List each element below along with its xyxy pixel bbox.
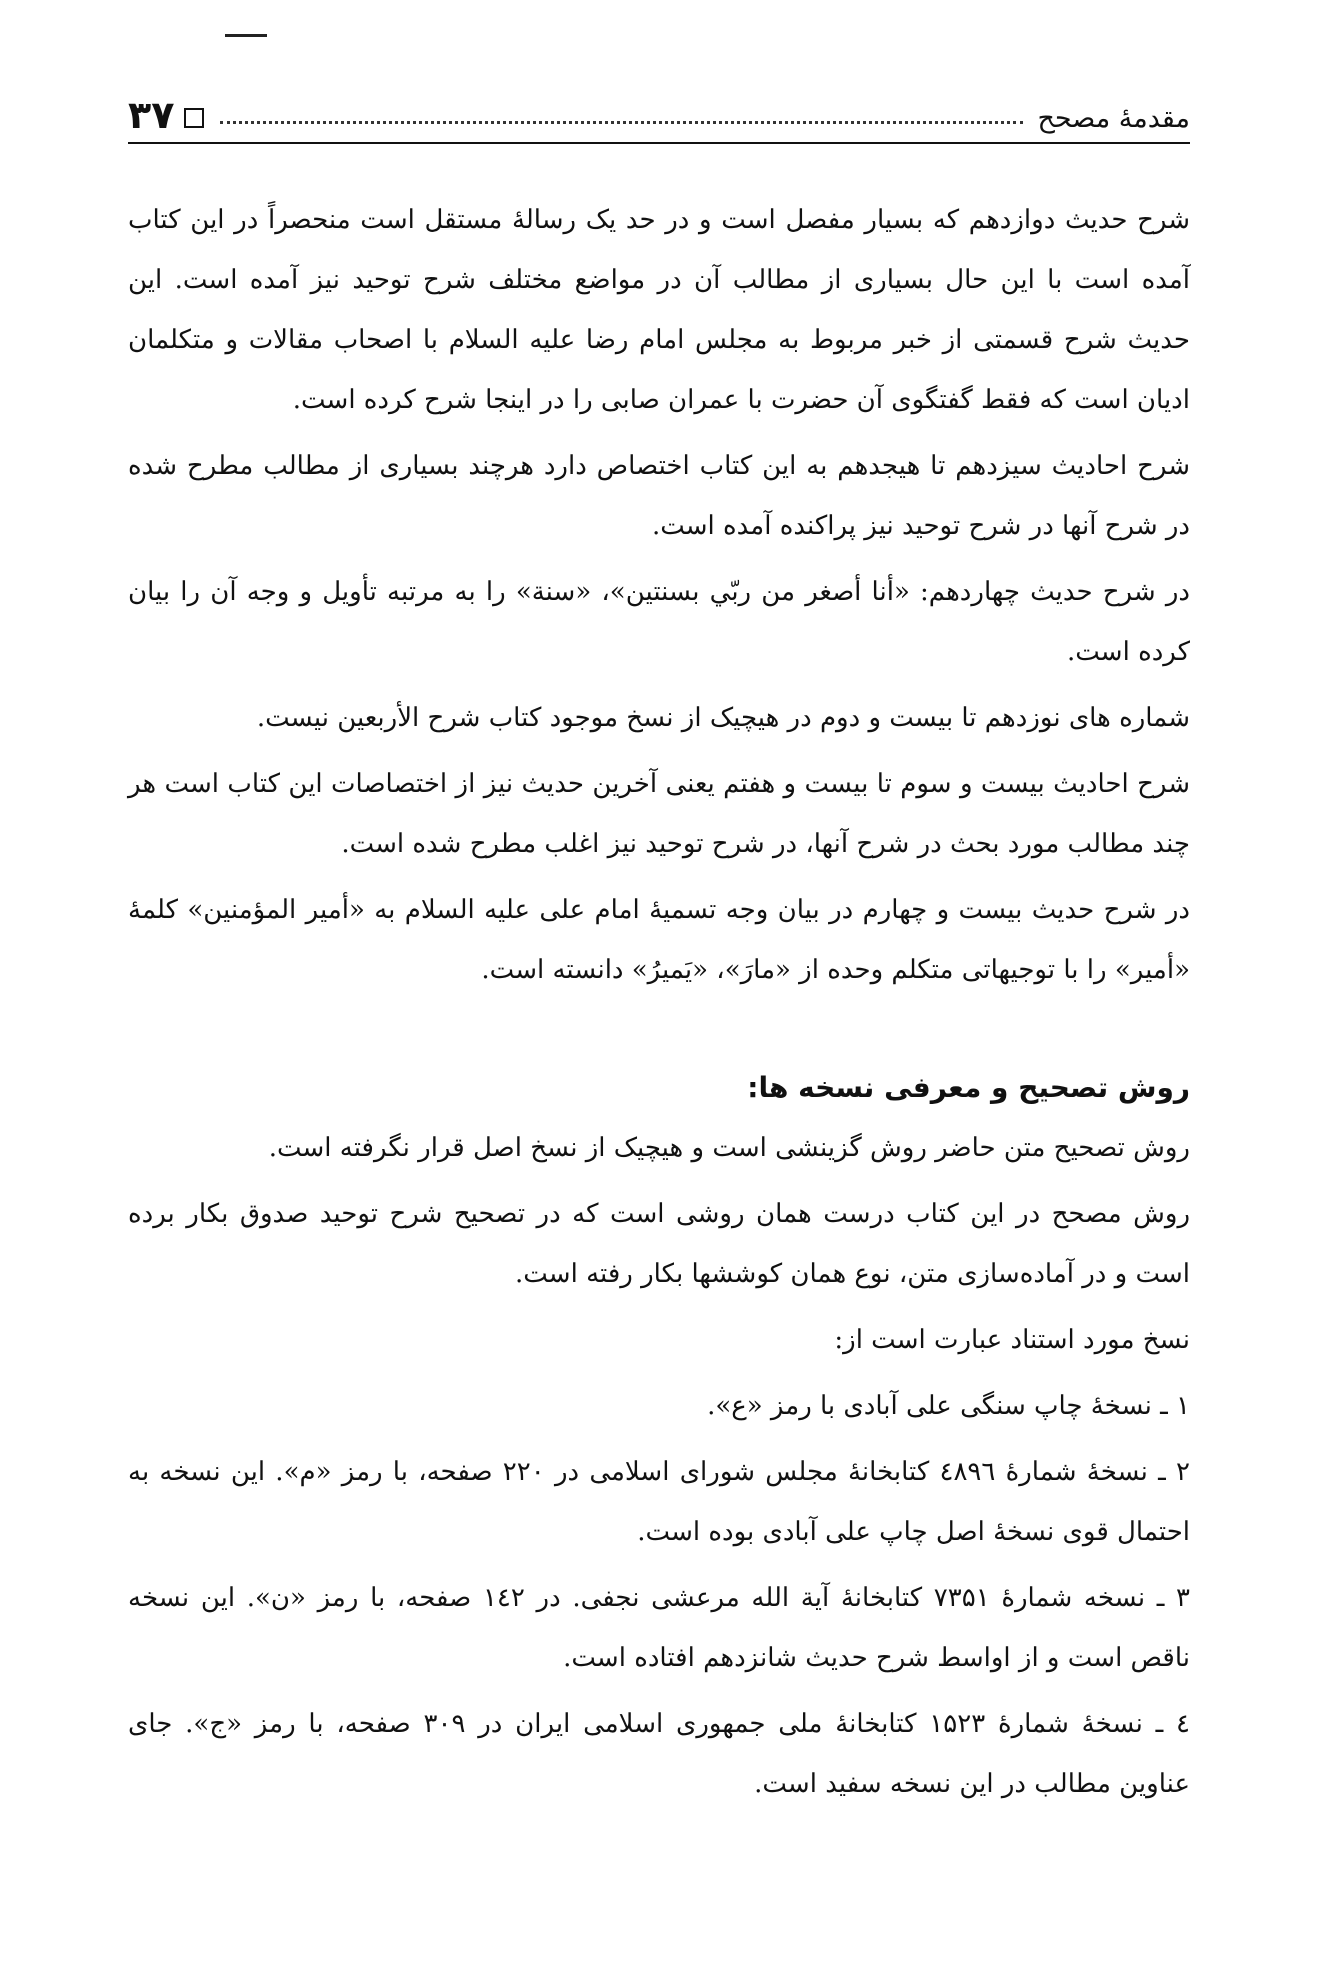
page-body — [128, 190, 1190, 1820]
paragraph: شرح احادیث بیست و سوم تا بیست و هفتم یعنی آخرین حدیث نیز از اختصاصات این کتاب است هر چند مطالب مورد بحث در شرح آنها، در شرح توحید نیز اغلب مطرح شده است. — [128, 769, 1190, 859]
list-item: ٤ ـ نسخهٔ شمارهٔ ۱۵۲۳ کتابخانهٔ ملی جمهوری اسلامی ایران در ۳۰۹ صفحه، با رمز «ج». جای عناوین مطالب در این نسخه سفید است. — [128, 1709, 1190, 1799]
paragraph: در شرح حدیث چهاردهم: «أنا أصغر من ربّي بسنتين»، «سنة» را به مرتبه تأویل و وجه آن را بیان کرده است. — [128, 577, 1190, 667]
paragraph: نسخ مورد استناد عبارت است از: — [834, 1325, 1190, 1355]
header-title: مقدمهٔ مصحح — [1037, 103, 1190, 134]
paragraph: شرح احادیث سیزدهم تا هیجدهم به این کتاب اختصاص دارد هرچند بسیاری از مطالب مطرح شده در شرح آنها در شرح توحید نیز پراکنده آمده است. — [128, 451, 1190, 541]
header-dot-leader — [220, 120, 1023, 124]
page-header — [128, 82, 1190, 144]
top-rule-mark — [225, 34, 267, 37]
list-item: ۱ ـ نسخهٔ چاپ سنگی علی آبادی با رمز «ع». — [707, 1391, 1190, 1421]
paragraph: روش تصحیح متن حاضر روش گزینشی است و هیچیک از نسخ اصل قرار نگرفته است. — [268, 1133, 1190, 1163]
paragraph: شماره های نوزدهم تا بیست و دوم در هیچیک از نسخ موجود کتاب شرح الأربعین نیست. — [256, 703, 1190, 733]
paragraph: شرح حدیث دوازدهم که بسیار مفصل است و در حد یک رسالهٔ مستقل است منحصراً در این کتاب آمده است با این حال بسیاری از مطالب آن در مواضع مختلف شرح توحید نیز آمده است. این حدیث شرح قسمتی از خبر مربوط به مجلس امام رضا علیه السلام با اصحاب مقالات و متکلمان ادیان است که فقط گفتگوی آن حضرت با عمران صابی را در اینجا شرح کرده است. — [128, 205, 1190, 415]
paragraph: روش مصحح در این کتاب درست همان روشی است که در تصحیح شرح توحید صدوق بکار برده است و در آماده‌سازی متن، نوع همان کوششها بکار رفته است. — [128, 1199, 1190, 1289]
paragraph: در شرح حدیث بیست و چهارم در بیان وجه تسمیهٔ امام علی علیه السلام به «أمیر المؤمنین» کلمهٔ «أمیر» را با توجیهاتی متکلم وحده از «مارَ»، «یَمیرُ» دانسته است. — [128, 895, 1190, 985]
page-number: ۳۷ — [128, 93, 175, 137]
list-item: ۲ ـ نسخهٔ شمارهٔ ٤٨٩٦ کتابخانهٔ مجلس شورای اسلامی در ۲۲۰ صفحه، با رمز «م». این نسخه به احتمال قوی نسخهٔ اصل چاپ علی آبادی بوده است. — [128, 1457, 1190, 1547]
list-item: ۳ ـ نسخه شمارهٔ ۷۳۵۱ کتابخانهٔ آیة الله مرعشی نجفی. در ۱٤۲ صفحه، با رمز «ن». این نسخه ناقص است و از اواسط شرح حدیث شانزدهم افتاده است. — [128, 1583, 1190, 1673]
square-ornament-icon — [184, 108, 204, 128]
section-heading: روش تصحیح و معرفی نسخه ها: — [747, 1071, 1190, 1104]
